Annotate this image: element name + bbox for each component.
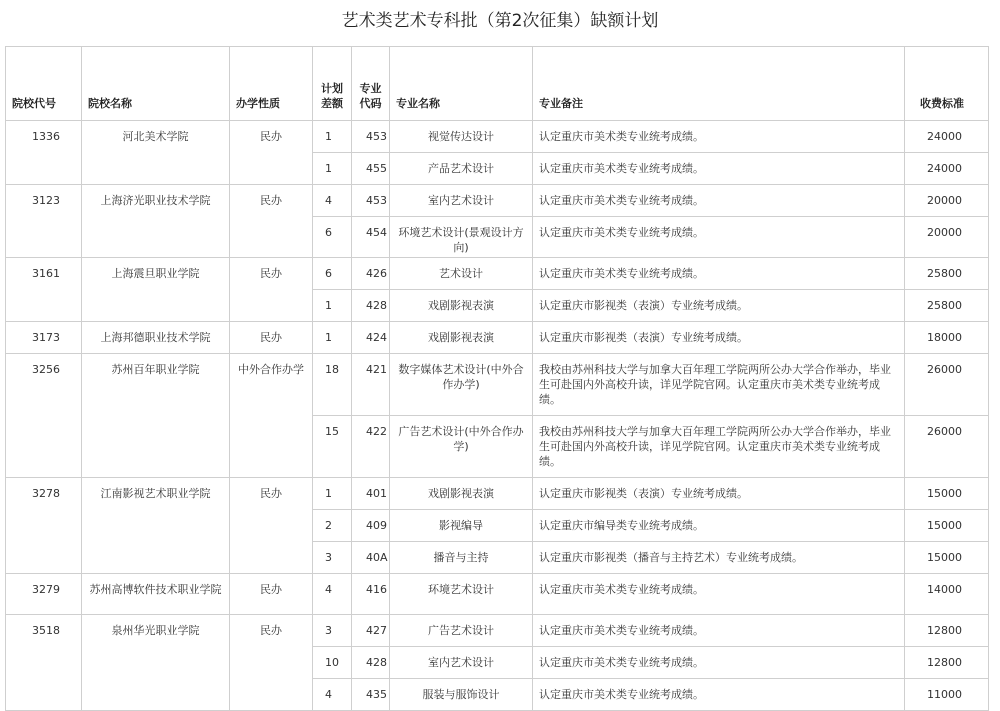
- header-row: [6, 47, 989, 121]
- nature-cell: 民办: [230, 121, 313, 185]
- major-name-cell: 戏剧影视表演: [390, 322, 533, 354]
- major-name-cell: 影视编导: [390, 510, 533, 542]
- major-code-cell: 424: [352, 322, 390, 354]
- fee-cell: 20000: [905, 217, 989, 258]
- major-code-cell: 421: [352, 354, 390, 416]
- school-name-cell: 苏州百年职业学院: [82, 354, 230, 478]
- major-note-cell: 我校由苏州科技大学与加拿大百年理工学院两所公办大学合作举办，毕业生可赴国内外高校升读，详见学院官网。认定重庆市美术类专业统考成绩。: [533, 354, 905, 416]
- major-code-cell: 435: [352, 679, 390, 711]
- fee-cell: 20000: [905, 185, 989, 217]
- plan-gap-cell: 3: [313, 542, 352, 574]
- major-code-cell: 409: [352, 510, 390, 542]
- nature-cell: 民办: [230, 258, 313, 322]
- school-name-cell: 泉州华光职业学院: [82, 615, 230, 711]
- school-name-cell: 上海邦德职业技术学院: [82, 322, 230, 354]
- fee-cell: 25800: [905, 258, 989, 290]
- table-row: [6, 615, 989, 647]
- major-note-cell: 认定重庆市美术类专业统考成绩。: [533, 217, 905, 258]
- major-name-cell: 数字媒体艺术设计(中外合作办学): [390, 354, 533, 416]
- major-name-cell: 戏剧影视表演: [390, 478, 533, 510]
- plan-gap-cell: 18: [313, 354, 352, 416]
- plan-gap-cell: 1: [313, 290, 352, 322]
- table-row: [6, 574, 989, 615]
- school-code-cell: 3123: [6, 185, 82, 258]
- fee-cell: 26000: [905, 354, 989, 416]
- fee-cell: 15000: [905, 542, 989, 574]
- school-name-cell: 苏州高博软件技术职业学院: [82, 574, 230, 615]
- major-note-cell: 认定重庆市美术类专业统考成绩。: [533, 185, 905, 217]
- plan-gap-cell: 1: [313, 121, 352, 153]
- nature-cell: 中外合作办学: [230, 354, 313, 478]
- major-code-cell: 428: [352, 290, 390, 322]
- major-code-cell: 428: [352, 647, 390, 679]
- major-name-cell: 广告艺术设计(中外合作办学): [390, 416, 533, 478]
- school-name-cell: 上海震旦职业学院: [82, 258, 230, 322]
- major-name-cell: 戏剧影视表演: [390, 290, 533, 322]
- school-name-cell: 河北美术学院: [82, 121, 230, 185]
- major-name-cell: 播音与主持: [390, 542, 533, 574]
- fee-cell: 24000: [905, 153, 989, 185]
- major-note-cell: 认定重庆市美术类专业统考成绩。: [533, 258, 905, 290]
- fee-cell: 25800: [905, 290, 989, 322]
- nature-cell: 民办: [230, 322, 313, 354]
- nature-cell: 民办: [230, 615, 313, 711]
- school-name-cell: 江南影视艺术职业学院: [82, 478, 230, 574]
- header-plan-gap: 计划 差额: [313, 47, 352, 121]
- nature-cell: 民办: [230, 574, 313, 615]
- page-title: 艺术类艺术专科批（第2次征集）缺额计划: [341, 11, 659, 31]
- major-note-cell: 认定重庆市影视类（播音与主持艺术）专业统考成绩。: [533, 542, 905, 574]
- header-school-name: 院校名称: [82, 47, 230, 121]
- major-note-cell: 认定重庆市美术类专业统考成绩。: [533, 679, 905, 711]
- plan-gap-cell: 4: [313, 679, 352, 711]
- major-name-cell: 产品艺术设计: [390, 153, 533, 185]
- major-note-cell: 认定重庆市美术类专业统考成绩。: [533, 121, 905, 153]
- fee-cell: 24000: [905, 121, 989, 153]
- table-row: [6, 258, 989, 290]
- header-major-name: 专业名称: [390, 47, 533, 121]
- major-note-cell: 认定重庆市影视类（表演）专业统考成绩。: [533, 290, 905, 322]
- major-name-cell: 环境艺术设计: [390, 574, 533, 615]
- major-name-cell: 艺术设计: [390, 258, 533, 290]
- header-school-code: 院校代号: [6, 47, 82, 121]
- table-row: [6, 322, 989, 354]
- table-row: [6, 354, 989, 416]
- major-name-cell: 服装与服饰设计: [390, 679, 533, 711]
- major-note-cell: 认定重庆市美术类专业统考成绩。: [533, 574, 905, 615]
- nature-cell: 民办: [230, 478, 313, 574]
- nature-cell: 民办: [230, 185, 313, 258]
- major-code-cell: 454: [352, 217, 390, 258]
- major-code-cell: 453: [352, 185, 390, 217]
- quota-table: [5, 46, 989, 711]
- school-code-cell: 3518: [6, 615, 82, 711]
- plan-gap-cell: 6: [313, 217, 352, 258]
- major-name-cell: 室内艺术设计: [390, 185, 533, 217]
- plan-gap-cell: 3: [313, 615, 352, 647]
- major-code-cell: 422: [352, 416, 390, 478]
- table-row: [6, 478, 989, 510]
- plan-gap-cell: 4: [313, 574, 352, 615]
- major-note-cell: 认定重庆市影视类（表演）专业统考成绩。: [533, 478, 905, 510]
- major-name-cell: 广告艺术设计: [390, 615, 533, 647]
- plan-gap-cell: 15: [313, 416, 352, 478]
- table-row: [6, 121, 989, 153]
- major-note-cell: 认定重庆市影视类（表演）专业统考成绩。: [533, 322, 905, 354]
- plan-gap-cell: 2: [313, 510, 352, 542]
- major-note-cell: 我校由苏州科技大学与加拿大百年理工学院两所公办大学合作举办，毕业生可赴国内外高校升读，详见学院官网。认定重庆市美术类专业统考成绩。: [533, 416, 905, 478]
- plan-gap-cell: 10: [313, 647, 352, 679]
- plan-gap-cell: 1: [313, 478, 352, 510]
- major-name-cell: 环境艺术设计(景观设计方向): [390, 217, 533, 258]
- major-code-cell: 40A: [352, 542, 390, 574]
- header-fee: 收费标准: [905, 47, 989, 121]
- major-note-cell: 认定重庆市编导类专业统考成绩。: [533, 510, 905, 542]
- plan-gap-cell: 1: [313, 322, 352, 354]
- fee-cell: 12800: [905, 615, 989, 647]
- major-code-cell: 401: [352, 478, 390, 510]
- fee-cell: 15000: [905, 478, 989, 510]
- plan-gap-cell: 6: [313, 258, 352, 290]
- school-code-cell: 3256: [6, 354, 82, 478]
- major-note-cell: 认定重庆市美术类专业统考成绩。: [533, 647, 905, 679]
- fee-cell: 12800: [905, 647, 989, 679]
- major-code-cell: 416: [352, 574, 390, 615]
- major-code-cell: 453: [352, 121, 390, 153]
- header-major-code: 专业 代码: [352, 47, 390, 121]
- header-nature: 办学性质: [230, 47, 313, 121]
- major-code-cell: 427: [352, 615, 390, 647]
- major-name-cell: 室内艺术设计: [390, 647, 533, 679]
- plan-gap-cell: 1: [313, 153, 352, 185]
- major-code-cell: 426: [352, 258, 390, 290]
- school-code-cell: 3279: [6, 574, 82, 615]
- fee-cell: 26000: [905, 416, 989, 478]
- major-code-cell: 455: [352, 153, 390, 185]
- school-name-cell: 上海济光职业技术学院: [82, 185, 230, 258]
- school-code-cell: 3161: [6, 258, 82, 322]
- table-body: [6, 121, 989, 711]
- school-code-cell: 3278: [6, 478, 82, 574]
- major-name-cell: 视觉传达设计: [390, 121, 533, 153]
- fee-cell: 14000: [905, 574, 989, 615]
- header-major-note: 专业备注: [533, 47, 905, 121]
- fee-cell: 11000: [905, 679, 989, 711]
- fee-cell: 18000: [905, 322, 989, 354]
- table-row: [6, 185, 989, 217]
- major-note-cell: 认定重庆市美术类专业统考成绩。: [533, 153, 905, 185]
- fee-cell: 15000: [905, 510, 989, 542]
- school-code-cell: 1336: [6, 121, 82, 185]
- plan-gap-cell: 4: [313, 185, 352, 217]
- major-note-cell: 认定重庆市美术类专业统考成绩。: [533, 615, 905, 647]
- school-code-cell: 3173: [6, 322, 82, 354]
